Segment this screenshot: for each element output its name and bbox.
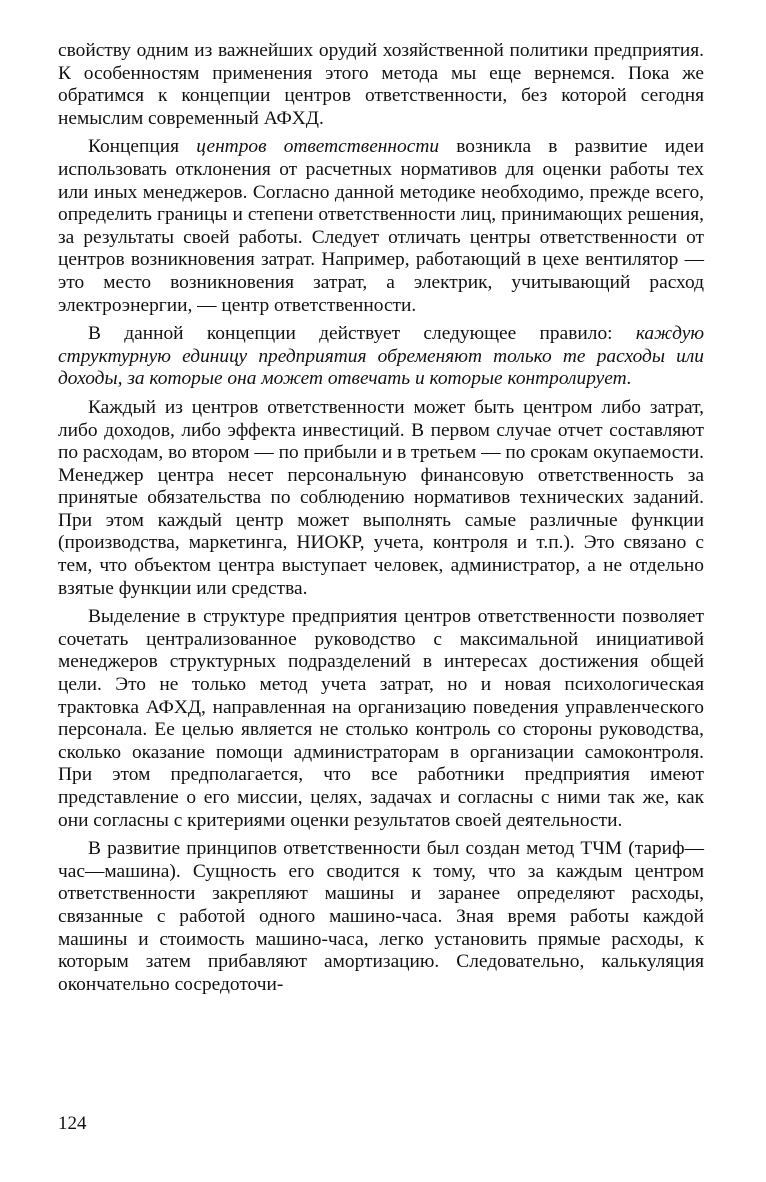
italic-text: каждую структурную единицу предприятия обременяют только те расходы или доходы, за которые она может отвечать и которые контролирует. <box>58 323 704 390</box>
paragraph-text: В данной концепции действует следующее правило: <box>88 323 636 345</box>
paragraph-3 <box>58 323 704 391</box>
paragraph-6 <box>58 838 704 996</box>
paragraph-1 <box>58 40 704 130</box>
page-body <box>58 40 704 1002</box>
paragraph-5 <box>58 606 704 832</box>
paragraph-2 <box>58 136 704 317</box>
page-number: 124 <box>58 1113 87 1134</box>
paragraph-text: Концепция <box>88 136 197 158</box>
paragraph-4 <box>58 397 704 600</box>
italic-text: центров ответственности <box>196 136 440 158</box>
paragraph-text: В развитие принципов ответственности был создан метод ТЧМ (тариф—час—машина). Сущность его сводится к тому, что за каждым центром ответственности закрепляют машины и заранее определяют расходы, связанные с работой одного машино-часа. Зная время работы каждой машины и стоимость машино-часа, легко установить прямые расходы, к которым затем прибавляют амортизацию. Следовательно, калькуляция окончательно сосредоточи- <box>58 838 704 995</box>
paragraph-text: Выделение в структуре предприятия центров ответственности позволяет сочетать централизованное руководство с максимальной инициативой менеджеров структурных подразделений в интересах достижения общей цели. Это не только метод учета затрат, но и новая психологическая трактовка АФХД, направленная на организацию поведения управленческого персонала. Ее целью является не столько контроль со стороны руководства, сколько оказание помощи администраторам в организации самоконтроля. При этом предполагается, что все работники предприятия имеют представление о его миссии, целях, задачах и согласны с ними так же, как они согласны с критериями оценки результатов своей деятельности. <box>58 606 704 831</box>
paragraph-text: возникла в развитие идеи использовать отклонения от расчетных нормативов для оценки работы тех или иных менеджеров. Согласно данной методике необходимо, прежде всего, определить границы и степени ответственности лиц, принимающих решения, за результаты своей работы. Следует отличать центры ответственности от центров возникновения затрат. Например, работающий в цехе вентилятор — это место возникновения затрат, а электрик, учитывающий расход электроэнергии, — центр ответственности. <box>58 136 705 316</box>
paragraph-text: свойству одним из важнейших орудий хозяйственной политики предприятия. К особенностям применения этого метода мы еще вернемся. Пока же обратимся к концепции центров ответственности, без которой сегодня немыслим современный АФХД. <box>58 40 704 129</box>
paragraph-text: Каждый из центров ответственности может быть центром либо затрат, либо доходов, либо эффекта инвестиций. В первом случае отчет составляют по расходам, во втором — по прибыли и в третьем — по срокам окупаемости. Менеджер центра несет персональную финансовую ответственность за принятые обязательства по соблюдению нормативов технических заданий. При этом каждый центр может выполнять самые различные функции (производства, маркетинга, НИОКР, учета, контроля и т.п.). Это связано с тем, что объектом центра выступает человек, администратор, а не отдельно взятые функции или средства. <box>58 396 704 599</box>
